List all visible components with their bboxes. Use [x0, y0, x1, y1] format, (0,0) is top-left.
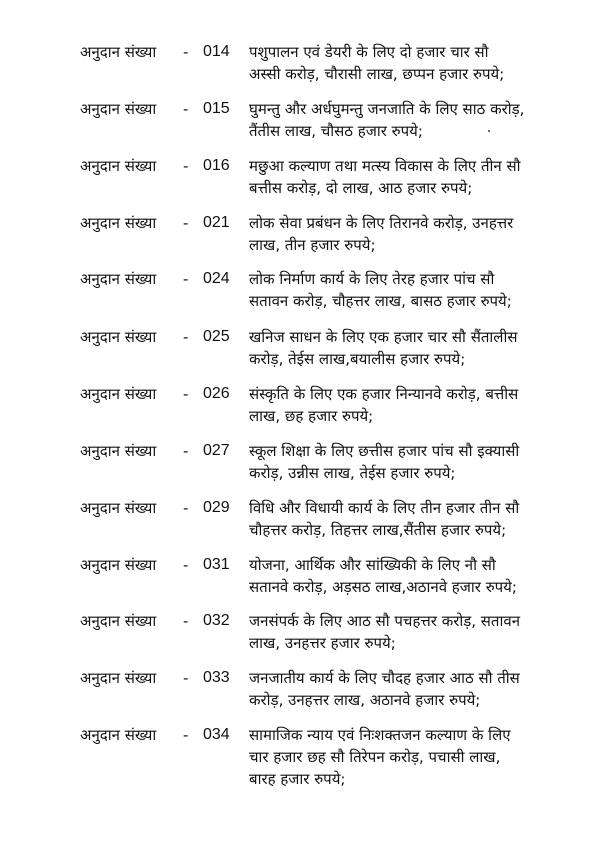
separator-dash: - — [183, 726, 189, 744]
grant-label: अनुदान संख्या — [80, 214, 157, 232]
grant-number: 021 — [203, 214, 230, 231]
description-line: संस्कृति के लिए एक हजार निन्यानवे करोड़, बत्तीस — [249, 385, 519, 403]
description-line: मछुआ कल्याण तथा मत्स्य विकास के लिए तीन सौ — [249, 157, 521, 175]
grant-description — [249, 326, 574, 370]
grant-number: 025 — [203, 328, 230, 345]
description-line: अस्सी करोड़, चौरासी लाख, छप्पन हजार रुपये; — [249, 65, 505, 83]
grant-number: 029 — [203, 499, 230, 516]
separator-dash: - — [183, 442, 189, 460]
grant-label: अनुदान संख्या — [80, 385, 157, 403]
separator-dash: - — [183, 214, 189, 232]
description-line: जनजातीय कार्य के लिए चौदह हजार आठ सौ तीस — [249, 669, 520, 687]
description-line: बत्तीस करोड़, दो लाख, आठ हजार रुपये; — [249, 179, 473, 197]
grant-description — [249, 497, 574, 541]
description-line: स्कूल शिक्षा के लिए छत्तीस हजार पांच सौ इक्यासी — [249, 442, 520, 460]
description-line: पशुपालन एवं डेयरी के लिए दो हजार चार सौ — [249, 43, 489, 61]
description-line: जनसंपर्क के लिए आठ सौ पचहत्तर करोड़, सतावन — [249, 612, 521, 630]
separator-dash: - — [183, 556, 189, 574]
description-line: चार हजार छह सौ तिरेपन करोड़, पचासी लाख, — [249, 748, 501, 766]
grant-description — [249, 554, 574, 598]
separator-dash: - — [183, 385, 189, 403]
separator-dash: - — [183, 669, 189, 687]
description-line: करोड़, उनहत्तर लाख, अठानवे हजार रुपये; — [249, 691, 481, 709]
grant-description — [249, 667, 574, 711]
separator-dash: - — [183, 100, 189, 118]
grant-number: 015 — [203, 100, 230, 117]
description-line: विधि और विधायी कार्य के लिए तीन हजार तीन सौ — [249, 499, 520, 517]
description-line: सामाजिक न्याय एवं निःशक्तजन कल्याण के लिए — [249, 726, 511, 744]
grant-description — [249, 440, 574, 484]
separator-dash: - — [183, 612, 189, 630]
grant-label: अनुदान संख्या — [80, 556, 157, 574]
grant-label: अनुदान संख्या — [80, 270, 157, 288]
grant-description — [249, 383, 574, 427]
grant-description — [249, 212, 574, 256]
description-line: तैंतीस लाख, चौसठ हजार रुपये; — [249, 122, 423, 140]
description-line: खनिज साधन के लिए एक हजार चार सौ सैंतालीस — [249, 328, 518, 346]
grant-number: 033 — [203, 669, 230, 686]
description-line: सतावन करोड़, चौहत्तर लाख, बासठ हजार रुपये; — [249, 292, 512, 310]
separator-dash: - — [183, 328, 189, 346]
separator-dash: - — [183, 43, 189, 61]
grant-label: अनुदान संख्या — [80, 442, 157, 460]
description-line: लोक सेवा प्रबंधन के लिए तिरानवे करोड़, उनहत्तर — [249, 214, 514, 232]
description-line: लाख, छह हजार रुपये; — [249, 407, 374, 425]
description-line: बारह हजार रुपये; — [249, 770, 346, 788]
description-line: लाख, उनहत्तर हजार रुपये; — [249, 634, 396, 652]
description-line: सतानवे करोड़, अड़सठ लाख,अठानवे हजार रुपये; — [249, 578, 517, 596]
description-line: योजना, आर्थिक और सांख्यिकी के लिए नौ सौ — [249, 556, 496, 574]
grant-label: अनुदान संख्या — [80, 612, 157, 630]
grant-description — [249, 268, 574, 312]
description-line: चौहत्तर करोड़, तिहत्तर लाख,सैंतीस हजार रुपये; — [249, 521, 507, 539]
description-line: करोड़, तेईस लाख,बयालीस हजार रुपये; — [249, 350, 466, 368]
grant-number: 032 — [203, 612, 230, 629]
grant-number: 034 — [203, 726, 230, 743]
grant-number: 027 — [203, 442, 230, 459]
grant-label: अनुदान संख्या — [80, 669, 157, 687]
grant-number: 031 — [203, 556, 230, 573]
grant-number: 024 — [203, 270, 230, 287]
grant-description — [249, 155, 574, 199]
grant-number: 016 — [203, 157, 230, 174]
description-line: घुमन्तु और अर्धघुमन्तु जनजाति के लिए साठ करोड़, — [249, 100, 525, 118]
separator-dash: - — [183, 157, 189, 175]
grant-label: अनुदान संख्या — [80, 100, 157, 118]
grant-label: अनुदान संख्या — [80, 43, 157, 61]
separator-dash: - — [183, 499, 189, 517]
separator-dash: - — [183, 270, 189, 288]
grant-number: 014 — [203, 43, 230, 60]
description-line: करोड़, उन्नीस लाख, तेईस हजार रुपये; — [249, 464, 456, 482]
description-line: लाख, तीन हजार रुपये; — [249, 236, 376, 254]
grant-description — [249, 610, 574, 654]
grant-description — [249, 724, 574, 790]
grant-number: 026 — [203, 385, 230, 402]
grant-description — [249, 98, 574, 142]
grant-label: अनुदान संख्या — [80, 328, 157, 346]
description-line: लोक निर्माण कार्य के लिए तेरह हजार पांच सौ — [249, 270, 495, 288]
grant-description — [249, 41, 574, 85]
grant-label: अनुदान संख्या — [80, 499, 157, 517]
grant-label: अनुदान संख्या — [80, 726, 157, 744]
scan-speck — [488, 130, 490, 132]
grant-label: अनुदान संख्या — [80, 157, 157, 175]
